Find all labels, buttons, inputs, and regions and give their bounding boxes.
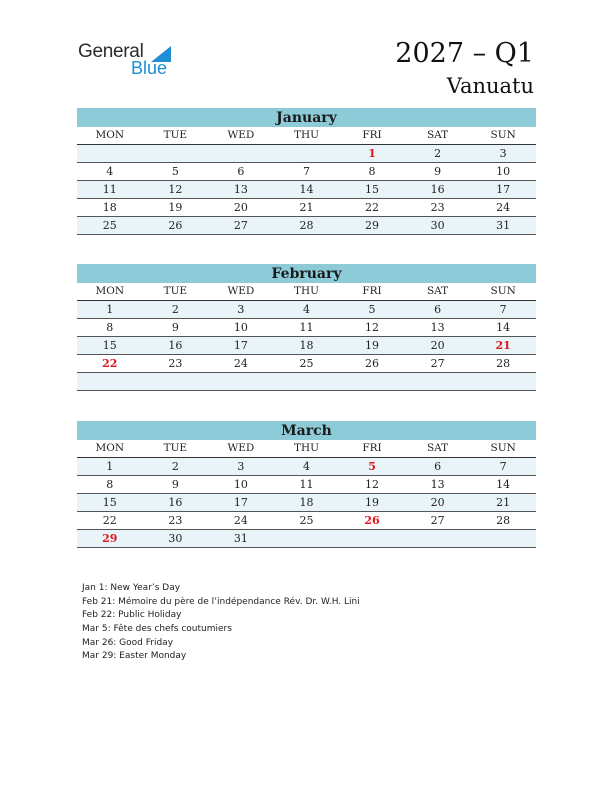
month-march	[77, 421, 536, 548]
day-cell	[274, 530, 340, 547]
day-cell: 4	[302, 303, 310, 316]
week-row	[77, 319, 536, 337]
day-cell: 16	[168, 339, 183, 352]
holiday-note: Jan 1: New Year’s Day	[82, 583, 181, 593]
weekday-thu: THU	[293, 442, 319, 454]
weekday-wed: WED	[227, 285, 255, 297]
day-cell: 25	[299, 514, 314, 527]
holiday-note: Feb 22: Public Holiday	[82, 610, 182, 621]
day-cell	[339, 373, 405, 390]
day-cell: 17	[496, 183, 511, 196]
holiday-day-cell: 5	[368, 460, 376, 473]
weekday-sat: SAT	[426, 129, 449, 141]
day-cell: 22	[365, 201, 380, 214]
week-row	[77, 163, 536, 181]
day-cell: 28	[496, 357, 511, 370]
day-cell	[143, 145, 209, 162]
page-title: 2027 – Q1	[395, 38, 534, 69]
day-cell: 5	[368, 303, 376, 316]
day-cell: 13	[430, 321, 445, 334]
weekday-row	[77, 440, 536, 458]
weekday-sun: SUN	[490, 129, 516, 141]
logo-blue-text: Blue	[131, 58, 168, 78]
day-cell: 17	[233, 339, 248, 352]
country-name: Vanuatu	[446, 74, 534, 98]
weekday-mon: MON	[95, 129, 125, 141]
weekday-wed: WED	[227, 442, 255, 454]
day-cell: 6	[434, 303, 442, 316]
day-cell	[77, 145, 143, 162]
day-cell: 26	[365, 357, 380, 370]
day-cell: 8	[106, 478, 114, 491]
day-cell: 3	[237, 303, 245, 316]
day-cell: 12	[365, 478, 380, 491]
day-cell: 9	[171, 478, 179, 491]
weekday-mon: MON	[95, 285, 125, 297]
day-cell: 22	[102, 514, 117, 527]
day-cell: 20	[430, 496, 445, 509]
day-cell	[339, 530, 405, 547]
day-cell: 10	[496, 165, 511, 178]
day-cell: 12	[365, 321, 380, 334]
day-cell: 18	[102, 201, 117, 214]
day-cell: 7	[499, 303, 507, 316]
day-cell: 18	[299, 496, 314, 509]
week-row	[77, 337, 536, 355]
logo	[78, 41, 168, 78]
weekday-thu: THU	[293, 285, 319, 297]
day-cell	[77, 373, 143, 390]
weekday-fri: FRI	[362, 285, 382, 297]
day-cell: 27	[430, 514, 445, 527]
holiday-note: Feb 21: Mémoire du père de l’indépendance Rév. Dr. W.H. Lini	[82, 596, 360, 607]
weekday-mon: MON	[95, 442, 125, 454]
weekday-row	[77, 283, 536, 301]
day-cell: 14	[299, 183, 314, 196]
day-cell: 18	[299, 339, 314, 352]
week-row	[77, 373, 536, 391]
week-row	[77, 355, 536, 373]
holiday-day-cell: 26	[364, 514, 380, 527]
logo-general-text: General	[78, 41, 144, 62]
day-cell: 23	[168, 514, 183, 527]
day-cell: 12	[168, 183, 183, 196]
month-february	[77, 264, 536, 391]
day-cell	[143, 373, 209, 390]
day-cell	[470, 373, 536, 390]
day-cell: 10	[233, 321, 248, 334]
day-cell	[405, 373, 471, 390]
day-cell: 27	[430, 357, 445, 370]
weekday-row	[77, 127, 536, 145]
holiday-note: Mar 29: Easter Monday	[82, 651, 187, 662]
day-cell: 19	[365, 496, 380, 509]
day-cell: 20	[430, 339, 445, 352]
week-row	[77, 458, 536, 476]
holiday-day-cell: 22	[102, 357, 118, 370]
day-cell: 20	[233, 201, 248, 214]
day-cell: 24	[233, 514, 248, 527]
day-cell: 2	[171, 303, 179, 316]
day-cell: 24	[496, 201, 511, 214]
week-row	[77, 494, 536, 512]
day-cell: 9	[171, 321, 179, 334]
day-cell: 19	[168, 201, 183, 214]
day-cell: 8	[368, 165, 376, 178]
day-cell: 26	[168, 219, 183, 232]
day-cell: 5	[171, 165, 179, 178]
day-cell: 11	[299, 478, 314, 491]
day-cell: 31	[496, 219, 511, 232]
day-cell: 2	[171, 460, 179, 473]
day-cell: 6	[237, 165, 245, 178]
day-cell: 31	[233, 532, 248, 545]
day-cell: 11	[102, 183, 117, 196]
day-cell: 28	[299, 219, 314, 232]
week-row	[77, 181, 536, 199]
day-cell: 14	[496, 478, 511, 491]
weekday-fri: FRI	[362, 129, 382, 141]
week-row	[77, 217, 536, 235]
week-row	[77, 476, 536, 494]
holiday-day-cell: 21	[495, 339, 511, 352]
day-cell: 30	[168, 532, 183, 545]
week-row	[77, 199, 536, 217]
day-cell: 10	[233, 478, 248, 491]
weekday-tue: TUE	[163, 285, 188, 297]
day-cell: 24	[233, 357, 248, 370]
holiday-note: Mar 5: Fête des chefs coutumiers	[82, 624, 232, 635]
day-cell: 7	[499, 460, 507, 473]
weekday-tue: TUE	[163, 442, 188, 454]
day-cell: 9	[434, 165, 442, 178]
day-cell	[208, 145, 274, 162]
day-cell: 25	[299, 357, 314, 370]
day-cell: 13	[233, 183, 248, 196]
day-cell: 7	[302, 165, 310, 178]
weekday-wed: WED	[227, 129, 255, 141]
day-cell: 23	[430, 201, 445, 214]
day-cell: 15	[102, 339, 117, 352]
day-cell: 25	[102, 219, 117, 232]
day-cell: 13	[430, 478, 445, 491]
day-cell	[274, 145, 340, 162]
day-cell: 27	[233, 219, 248, 232]
holiday-notes	[82, 582, 360, 664]
day-cell: 8	[106, 321, 114, 334]
day-cell: 21	[299, 201, 314, 214]
week-row	[77, 512, 536, 530]
day-cell: 17	[233, 496, 248, 509]
weekday-sat: SAT	[426, 442, 449, 454]
day-cell: 16	[168, 496, 183, 509]
day-cell: 1	[106, 460, 114, 473]
day-cell	[274, 373, 340, 390]
day-cell: 15	[365, 183, 380, 196]
month-title: January	[77, 108, 536, 127]
weekday-sun: SUN	[490, 442, 516, 454]
day-cell: 3	[499, 147, 507, 160]
weekday-sat: SAT	[426, 285, 449, 297]
weekday-sun: SUN	[490, 285, 516, 297]
day-cell: 1	[106, 303, 114, 316]
day-cell: 3	[237, 460, 245, 473]
holiday-day-cell: 1	[368, 147, 376, 160]
day-cell	[470, 530, 536, 547]
day-cell: 11	[299, 321, 314, 334]
weekday-tue: TUE	[163, 129, 188, 141]
month-title: March	[77, 421, 536, 440]
holiday-day-cell: 29	[102, 532, 118, 545]
month-title: February	[77, 264, 536, 283]
week-row	[77, 145, 536, 163]
day-cell	[208, 373, 274, 390]
day-cell: 15	[102, 496, 117, 509]
day-cell: 30	[430, 219, 445, 232]
day-cell: 16	[430, 183, 445, 196]
day-cell: 4	[106, 165, 114, 178]
holiday-note: Mar 26: Good Friday	[82, 637, 174, 648]
week-row	[77, 530, 536, 548]
day-cell: 6	[434, 460, 442, 473]
day-cell: 14	[496, 321, 511, 334]
day-cell: 4	[302, 460, 310, 473]
day-cell: 2	[434, 147, 442, 160]
weekday-fri: FRI	[362, 442, 382, 454]
day-cell: 28	[496, 514, 511, 527]
week-row	[77, 301, 536, 319]
day-cell: 21	[496, 496, 511, 509]
day-cell: 29	[365, 219, 380, 232]
weekday-thu: THU	[293, 129, 319, 141]
day-cell: 23	[168, 357, 183, 370]
day-cell: 19	[365, 339, 380, 352]
month-january	[77, 108, 536, 235]
day-cell	[405, 530, 471, 547]
